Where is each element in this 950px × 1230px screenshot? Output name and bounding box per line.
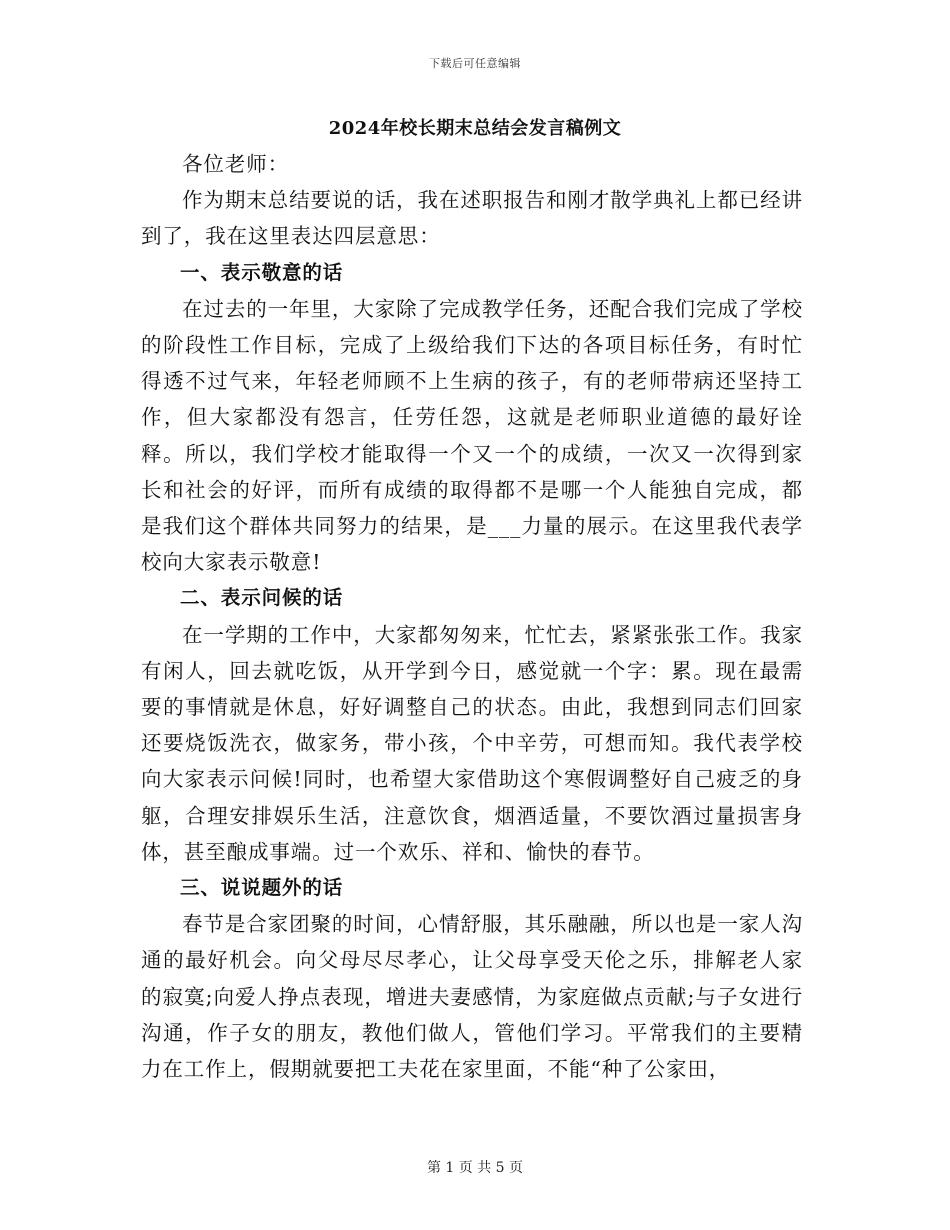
section-body-aside: 春节是合家团聚的时间，心情舒服，其乐融融，所以也是一家人沟通的最好机会。向父母尽尽孝心，让父母享受天伦之乐，排解老人家的寂寞;向爱人挣点表现，增进夫妻感情，为家庭做点贡献;与子女进行沟通，作子女的朋友，教他们做人，管他们学习。平常我们的主要精力在工作上，假期就要把工夫花在家里面，不能“种了公家田， <box>141 912 803 1082</box>
document-body <box>141 146 803 1087</box>
section-body-greetings: 在一学期的工作中，大家都匆匆来，忙忙去，紧紧张张工作。我家有闲人，回去就吃饭，从开学到今日，感觉就一个字：累。现在最需要的事情就是休息，好好调整自己的状态。由此，我想到同志们回家还要烧饭洗衣，做家务，带小孩，个中辛劳，可想而知。我代表学校向大家表示问候!同时，也希望大家借助这个寒假调整好自己疲乏的身躯，合理安排娱乐生活，注意饮食，烟酒适量，不要饮酒过量损害身体，甚至酿成事端。过一个欢乐、祥和、愉快的春节。 <box>141 622 803 864</box>
salutation: 各位老师： <box>182 152 289 176</box>
section-heading-aside: 三、说说题外的话 <box>180 876 344 900</box>
section-heading-greetings: 二、表示问候的话 <box>180 586 344 610</box>
document-title: 2024年校长期末总结会发言稿例文 <box>328 118 622 139</box>
section-heading-respect: 一、表示敬意的话 <box>180 260 344 284</box>
intro-paragraph: 作为期末总结要说的话，我在述职报告和刚才散学典礼上都已经讲到了，我在这里表达四层意思： <box>141 188 803 249</box>
header-note: 下载后可任意编辑 <box>429 57 521 70</box>
section-body-respect: 在过去的一年里，大家除了完成教学任务，还配合我们完成了学校的阶段性工作目标，完成了上级给我们下达的各项目标任务，有时忙得透不过气来，年轻老师顾不上生病的孩子，有的老师带病还坚持工作，但大家都没有怨言，任劳任怨，这就是老师职业道德的最好诠释。所以，我们学校才能取得一个又一个的成绩，一次又一次得到家长和社会的好评，而所有成绩的取得都不是哪一个人能独自完成，都是我们这个群体共同努力的结果，是___力量的展示。在这里我代表学校向大家表示敬意! <box>141 296 803 575</box>
page-number: 第 1 页 共 5 页 <box>426 1160 524 1176</box>
